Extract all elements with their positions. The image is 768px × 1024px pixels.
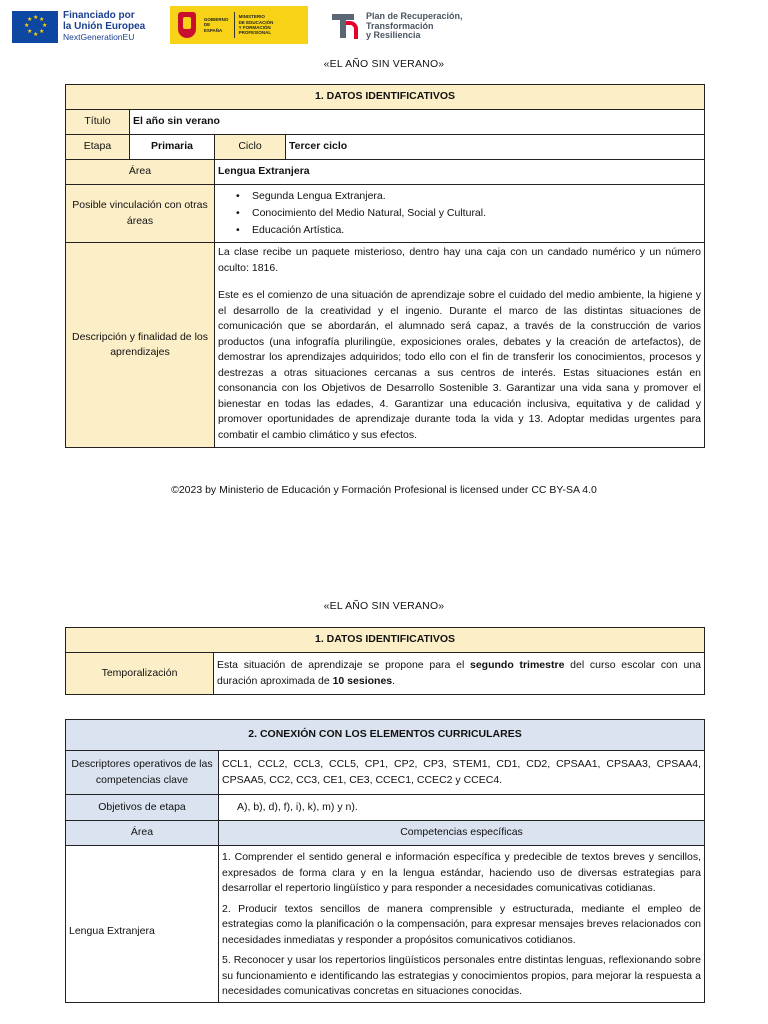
descriptores-label: Descriptores operativos de las competencias clave bbox=[66, 751, 219, 795]
objetivos-value: A), b), d), f), i), k), m) y n). bbox=[219, 795, 705, 821]
descripcion-paragraph: La clase recibe un paquete misterioso, dentro hay una caja con un candado numérico y un número oculto: 1816. bbox=[218, 246, 702, 274]
area-value: Lengua Extranjera bbox=[215, 160, 705, 185]
temporalizacion-text: . bbox=[392, 674, 396, 687]
temporalizacion-text: del curso escolar con una duración aproximada de bbox=[217, 659, 702, 687]
temporalizacion-label: Temporalización bbox=[66, 653, 214, 695]
prtr-logo-line1: Plan de Recuperación, bbox=[366, 11, 463, 21]
datos-identificativos-table bbox=[65, 84, 705, 448]
temporalizacion-trimestre: segundo trimestre bbox=[470, 659, 565, 671]
competencia-item: 5. Reconocer y usar los repertorios lingüísticos personales entre distintas lenguas, reflexionando sobre su funcionamiento e identificando las estrategias y conocimientos propios, para mejorar la respuesta a necesidades comunicativas concretas en situaciones conocidas. bbox=[222, 954, 702, 997]
eu-logo-line2: la Unión Europea bbox=[63, 21, 146, 32]
section-header: 1. DATOS IDENTIFICATIVOS bbox=[66, 628, 705, 653]
competencia-item: 2. Producir textos sencillos de manera comprensible y estructurada, mediante el empleo de estrategias como la planificación o la compensación, para expresar mensajes breves relacionados con necesidades inmediatas y responder a propósitos comunicativos cotidianos. bbox=[222, 902, 702, 946]
document-title: «EL AÑO SIN VERANO» bbox=[323, 600, 445, 612]
conexion-curricular-table bbox=[65, 719, 705, 1003]
titulo-value: El año sin verano bbox=[130, 110, 705, 135]
gobierno-logo bbox=[170, 6, 308, 44]
eu-flag-icon: ★ ★ ★ ★ ★ ★ ★ ★ bbox=[12, 11, 58, 43]
etapa-label: Etapa bbox=[66, 135, 130, 160]
prtr-logo-icon bbox=[330, 12, 360, 40]
list-item: • Educación Artística. bbox=[218, 222, 701, 239]
area-value: Lengua Extranjera bbox=[66, 846, 219, 1003]
ministerio-logo-text: Y FORMACIÓN PROFESIONAL bbox=[238, 25, 272, 36]
competencia-item: 1. Comprender el sentido general e información específica y predecible de textos breves y sencillos, expresados de forma clara y en la lengua estándar, haciendo uso de diversas estrategias para desarrollar el repertorio lingüístico y para responder a necesidades comunicativas cotidianas. bbox=[222, 851, 702, 894]
competencias-column-header: Competencias específicas bbox=[219, 821, 705, 846]
ciclo-label: Ciclo bbox=[215, 135, 286, 160]
list-item: • Segunda Lengua Extranjera. bbox=[218, 188, 701, 205]
area-column-header: Área bbox=[66, 821, 219, 846]
gobierno-logo-text: GOBIERNO bbox=[203, 16, 229, 22]
ministerio-logo-text: DE EDUCACIÓN bbox=[238, 19, 274, 25]
gobierno-logo-text: DE ESPAÑA bbox=[203, 22, 223, 33]
eu-logo-line3: NextGenerationEU bbox=[63, 32, 135, 42]
prtr-logo bbox=[330, 12, 463, 41]
descripcion-paragraph: Este es el comienzo de una situación de aprendizaje sobre el cuidado del medio ambiente, la higiene y el desarrollo de la creatividad y el ingenio. Durante el marco de las distintas situaciones de comunicación que se abordarán, el alumnado será capaz, a través de la construcción de varios productos (una infografía plurilingüe, exposiciones orales, debates y la creación de artefactos), de demostrar los aprendizajes adquiridos; todo ello con el fin de transferir los conocimientos, procesos y destrezas a otras situaciones cercanas a sus centros de interés. Estas situaciones están en consonancia con los Objetivos de Desarrollo Sostenible 3. Garantizar una vida sana y promover el bienestar en todas las edades, 4. Garantizar una educación inclusiva, equitativa y de calidad y promover oportunidades de aprendizaje durante toda la vida y 13. Adoptar medidas urgentes para combatir el cambio climático y sus efectos. bbox=[218, 289, 702, 441]
vinculacion-label: Posible vinculación con otras áreas bbox=[66, 185, 215, 243]
license-note: ©2023 by Ministerio de Educación y Formación Profesional is licensed under CC BY-SA 4.0 bbox=[171, 484, 597, 496]
eu-logo-line1: Financiado por bbox=[63, 10, 135, 21]
temporalizacion-sesiones: 10 sesiones bbox=[332, 674, 393, 687]
titulo-label: Título bbox=[66, 110, 130, 135]
temporalizacion-value bbox=[214, 653, 705, 695]
ciclo-value: Tercer ciclo bbox=[286, 135, 705, 160]
document-title: «EL AÑO SIN VERANO» bbox=[323, 58, 445, 70]
descriptores-value: CCL1, CCL2, CCL3, CCL5, CP1, CP2, CP3, STEM1, CD1, CD2, CPSAA1, CPSAA3, CPSAA4, CPSAA5, CC2, CC3, CE1, CE3, CCEC1, CCEC2 y CCEC4. bbox=[219, 751, 705, 795]
etapa-value: Primaria bbox=[130, 135, 215, 160]
area-label: Área bbox=[66, 160, 215, 185]
objetivos-label: Objetivos de etapa bbox=[66, 795, 219, 821]
spain-crest-icon bbox=[174, 10, 200, 40]
vinculacion-list bbox=[218, 188, 701, 239]
section-header: 1. DATOS IDENTIFICATIVOS bbox=[66, 85, 705, 110]
section-header: 2. CONEXIÓN CON LOS ELEMENTOS CURRICULARES bbox=[66, 720, 705, 751]
eu-logo bbox=[12, 10, 145, 43]
temporalizacion-table bbox=[65, 627, 705, 695]
prtr-logo-line3: y Resiliencia bbox=[366, 30, 421, 40]
temporalizacion-text: Esta situación de aprendizaje se propone para el bbox=[217, 659, 470, 671]
prtr-logo-line2: Transformación bbox=[366, 20, 434, 31]
logo-header bbox=[12, 6, 756, 46]
ministerio-logo-text: MINISTERIO bbox=[238, 14, 265, 20]
descripcion-label: Descripción y finalidad de los aprendizajes bbox=[66, 243, 215, 448]
list-item: • Conocimiento del Medio Natural, Social y Cultural. bbox=[218, 205, 701, 222]
